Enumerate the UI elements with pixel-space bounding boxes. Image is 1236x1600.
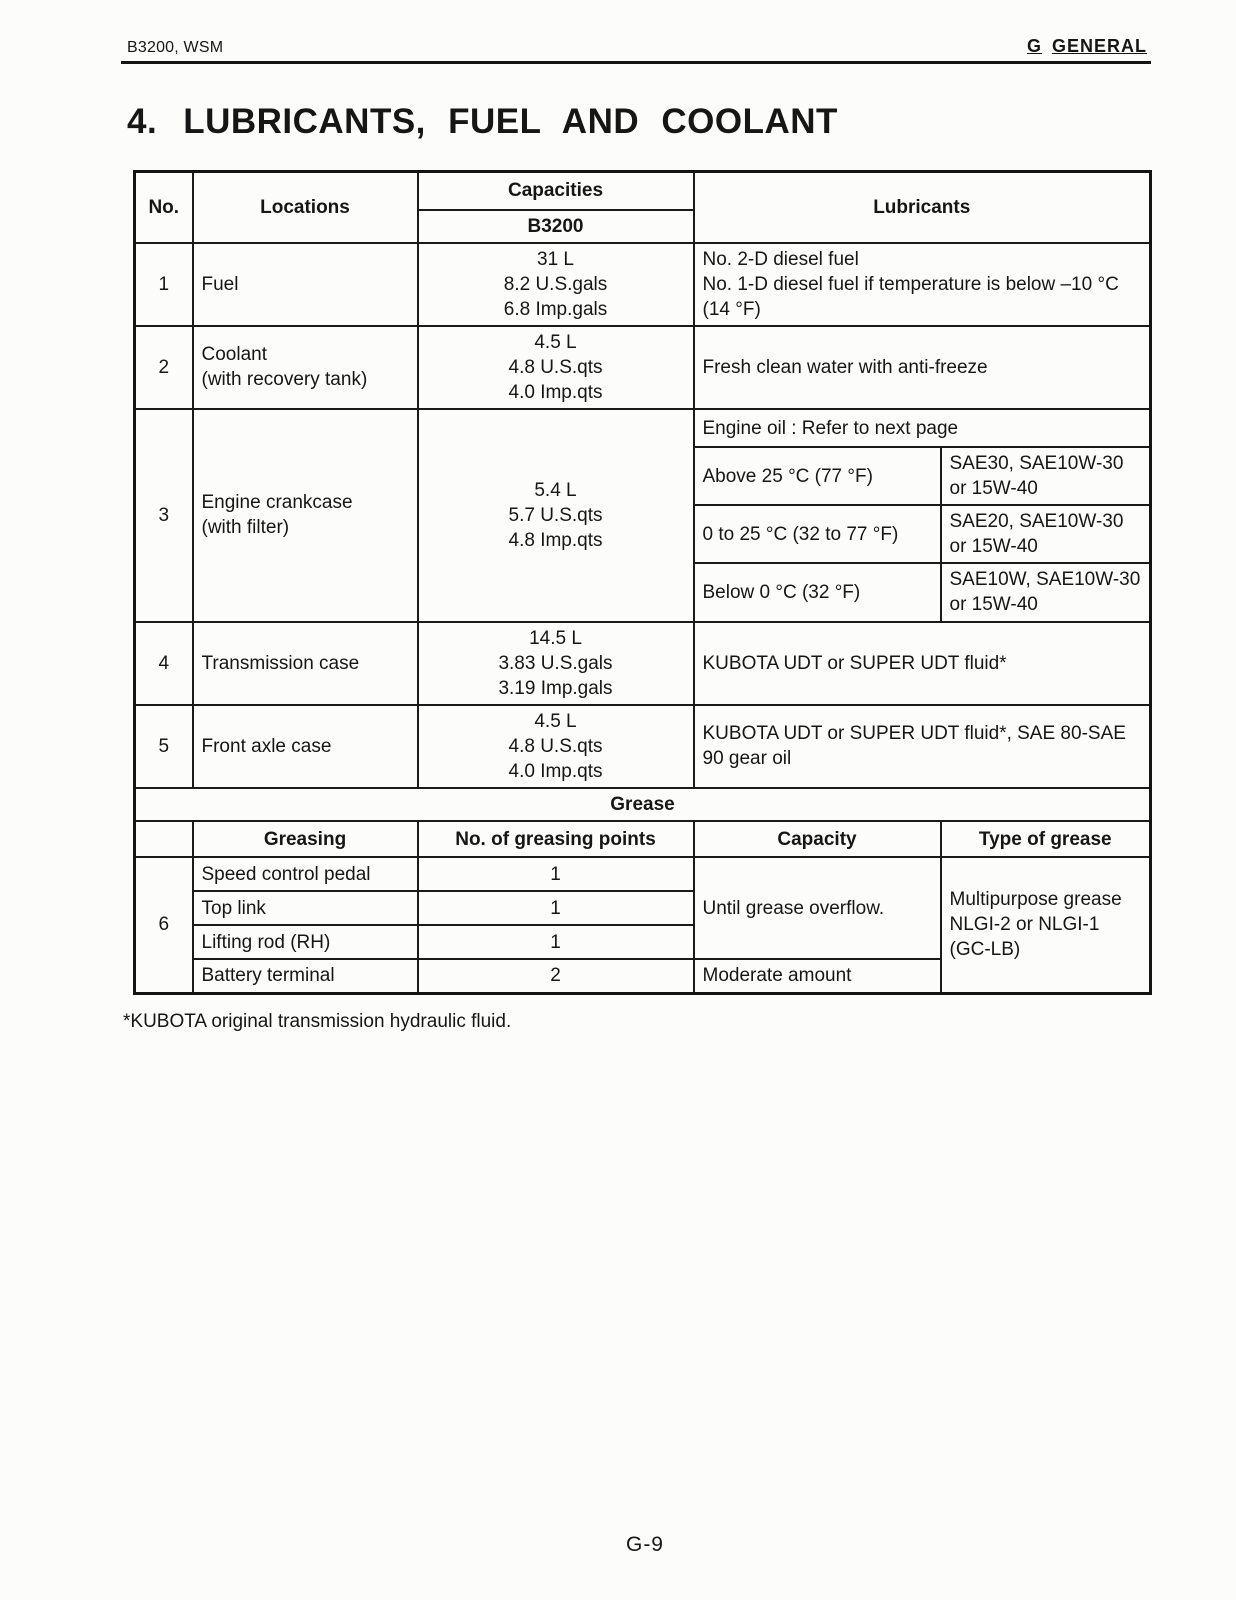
grease-col-greasing: Greasing (193, 821, 418, 857)
grease-header-row (135, 821, 1151, 857)
row-no: 6 (135, 857, 193, 993)
grease-type-cell: Multipurpose grease NLGI-2 or NLGI-1 (GC-LB) (941, 857, 1151, 993)
col-header-lubricants: Lubricants (694, 172, 1151, 243)
lubricant-cell: KUBOTA UDT or SUPER UDT fluid*, SAE 80-SAE 90 gear oil (694, 705, 1151, 788)
col-header-locations: Locations (193, 172, 418, 243)
grease-capacity-cell: Moderate amount (694, 959, 941, 993)
grease-col-points: No. of greasing points (418, 821, 694, 857)
grease-section-title-row (135, 788, 1151, 821)
table-row-fuel (135, 243, 1151, 326)
col-header-no: No. (135, 172, 193, 243)
running-header (121, 36, 1151, 64)
capacity-cell: 31 L 8.2 U.S.gals 6.8 Imp.gals (418, 243, 694, 326)
footnote: *KUBOTA original transmission hydraulic fluid. (123, 1010, 512, 1032)
points-cell: 1 (418, 857, 694, 891)
capacity-cell: 14.5 L 3.83 U.S.gals 3.19 Imp.gals (418, 622, 694, 705)
row-no: 2 (135, 326, 193, 409)
greasing-cell: Lifting rod (RH) (193, 925, 418, 959)
oil-condition-cell: Below 0 °C (32 °F) (694, 563, 941, 621)
oil-condition-cell: 0 to 25 °C (32 to 77 °F) (694, 505, 941, 563)
chapter-title (127, 102, 1151, 142)
engine-oil-note: Engine oil : Refer to next page (694, 409, 1151, 447)
points-cell: 2 (418, 959, 694, 993)
header-model-label: B3200, WSM (127, 39, 224, 56)
header-section-name: GENERAL (1051, 36, 1147, 56)
location-cell: Fuel (193, 243, 418, 326)
points-cell: 1 (418, 925, 694, 959)
grease-row-speed-control-pedal (135, 857, 1151, 891)
lubricant-cell: KUBOTA UDT or SUPER UDT fluid* (694, 622, 1151, 705)
greasing-cell: Speed control pedal (193, 857, 418, 891)
chapter-name: LUBRICANTS, FUEL AND COOLANT (183, 102, 838, 141)
chapter-number: 4. (127, 102, 158, 141)
grease-section-title: Grease (135, 788, 1151, 821)
greasing-cell: Battery terminal (193, 959, 418, 993)
oil-grade-cell: SAE10W, SAE10W-30 or 15W-40 (941, 563, 1151, 621)
grease-capacity-cell: Until grease overflow. (694, 857, 941, 959)
capacity-cell: 4.5 L 4.8 U.S.qts 4.0 Imp.qts (418, 326, 694, 409)
location-cell: Front axle case (193, 705, 418, 788)
row-no: 1 (135, 243, 193, 326)
location-cell: Engine crankcase (with filter) (193, 409, 418, 621)
location-cell: Transmission case (193, 622, 418, 705)
capacity-cell: 4.5 L 4.8 U.S.qts 4.0 Imp.qts (418, 705, 694, 788)
oil-grade-cell: SAE20, SAE10W-30 or 15W-40 (941, 505, 1151, 563)
header-section-letter: G (1026, 36, 1042, 56)
greasing-cell: Top link (193, 891, 418, 925)
grease-header-empty (135, 821, 193, 857)
grease-col-capacity: Capacity (694, 821, 941, 857)
capacity-cell: 5.4 L 5.7 U.S.qts 4.8 Imp.qts (418, 409, 694, 621)
row-no: 5 (135, 705, 193, 788)
oil-condition-cell: Above 25 °C (77 °F) (694, 447, 941, 505)
location-cell: Coolant (with recovery tank) (193, 326, 418, 409)
page-content (121, 36, 1151, 1033)
table-row-transmission-case (135, 622, 1151, 705)
lubricant-cell: Fresh clean water with anti-freeze (694, 326, 1151, 409)
table-row-coolant (135, 326, 1151, 409)
row-no: 3 (135, 409, 193, 621)
col-header-model: B3200 (418, 210, 694, 243)
grease-col-type: Type of grease (941, 821, 1151, 857)
table-row-front-axle-case (135, 705, 1151, 788)
row-no: 4 (135, 622, 193, 705)
lubricants-table (133, 170, 1152, 995)
page-number: G-9 (625, 1533, 664, 1556)
col-header-capacities: Capacities (418, 172, 694, 210)
oil-grade-cell: SAE30, SAE10W-30 or 15W-40 (941, 447, 1151, 505)
table-row-engine-crankcase (135, 409, 1151, 447)
lubricant-cell: No. 2-D diesel fuel No. 1-D diesel fuel if temperature is below –10 °C (14 °F) (694, 243, 1151, 326)
header-section-label (1027, 36, 1147, 57)
points-cell: 1 (418, 891, 694, 925)
